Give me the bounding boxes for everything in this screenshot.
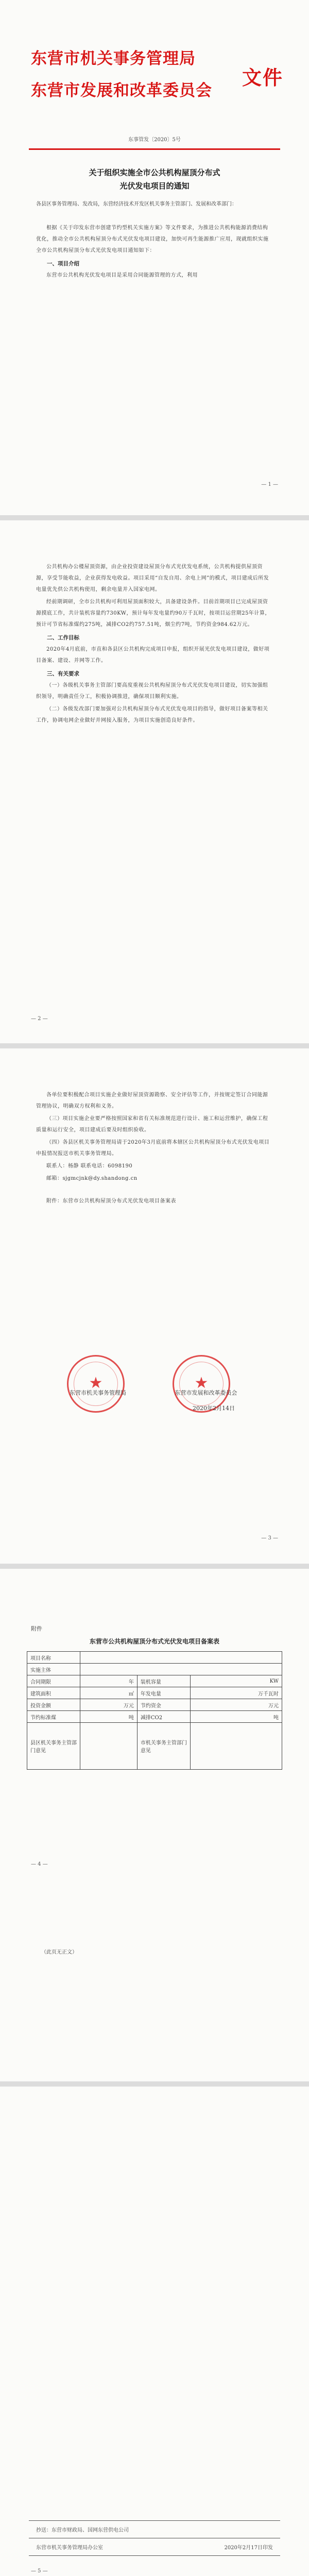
page-number: — 3 — [261,1535,278,1541]
document-page-1 [0,0,309,515]
requirement-1: （一）各级机关事务主管部门要高度重视公共机构屋顶分布式光伏发电项目建设，切实加强组织领导，明确责任分工，积极协调推进，确保项目顺利实施。 [36,683,268,700]
table-cell: 市机关事务主管部门意见 [137,1723,190,1770]
paragraph: 各单位要积极配合项目实施企业做好屋顶资源勘察、安全评估等工作，并按规定签订合同能源管理协议，明确双方权利和义务。 [36,1092,268,1109]
signer-1: 东营市机关事务管理局 [70,1389,126,1396]
page-number: — 1 — [261,482,278,487]
page1-body [36,223,273,282]
paragraph: 2020年4月底前，市直和各县区公共机构完成项目申报，组织开展光伏发电项目建设，做好项目备案、建设、并网等工作。 [36,647,270,664]
table-cell [80,1652,282,1664]
issue-info [36,2543,273,2551]
table-cell: 万元 [80,1699,138,1711]
contact-line: 联系人：杨静 联系电话：6098190 [46,1163,133,1169]
page-number: — 4 — [31,1861,48,1867]
table-cell: 节约资金 [137,1699,190,1711]
section-heading-1: 一、项目介绍 [47,261,79,267]
signer-2: 东营市发展和改革委员会 [175,1389,237,1396]
table-cell: 吨 [80,1711,138,1723]
table-cell: 年 [80,1675,138,1687]
table-cell: 合同期限 [27,1675,80,1687]
blank-page-note: （此页无正文） [41,1950,77,1955]
table-cell [80,1664,282,1675]
red-divider-line [29,148,280,150]
section-heading-3: 三、有关要求 [47,671,79,677]
issuer-agency-1: 东营市机关事务管理局 [31,49,196,68]
table-cell: 实施主体 [27,1664,80,1675]
page3-body [36,1090,273,1208]
table-row [27,1699,282,1711]
email-line: 邮箱：sjgmcjnk@dy.shandong.cn [46,1176,138,1181]
cc-line: 抄送：东营市财政局、国网东营供电公司 [36,2528,129,2533]
table-cell: 吨 [190,1711,282,1723]
registration-table [27,1651,282,1770]
table-cell: 县区机关事务主管部门意见 [27,1723,80,1770]
page-number: — 2 — [31,1016,48,1022]
table-cell: 建筑面积 [27,1687,80,1699]
table-row [27,1675,282,1687]
table-cell: 项目名称 [27,1652,80,1664]
title-line-2: 光伏发电项目的通知 [119,181,190,191]
official-seal-1 [67,1355,125,1413]
document-title [0,166,309,193]
requirement-2: （二）各级发改部门要加强对公共机构屋顶分布式光伏发电项目的指导，做好项目备案等相关工作，协调电网企业做好并网接入服务，为项目实施创造良好条件。 [36,706,268,723]
recipients: 各县区事务管理局、发改局，东营经济技术开发区机关事务主管部门、发展和改革部门： [36,201,237,207]
page2-body [36,562,273,727]
table-row [27,1711,282,1723]
page-number: — 5 — [31,2568,48,2574]
document-page-2 [0,520,309,1043]
document-number: 东事管发〔2020〕5号 [128,137,181,143]
table-title: 东营市公共机构屋顶分布式光伏发电项目备案表 [89,1638,219,1645]
title-line-1: 关于组织实施全市公共机构屋顶分布式 [89,168,220,177]
signing-date: 2020年2月14日 [193,1405,235,1412]
section-heading-2: 二、工作目标 [47,635,79,641]
table-row [27,1723,282,1770]
document-suffix: 文件 [242,66,284,89]
table-cell: KW [190,1675,282,1687]
document-page-5 [0,2087,309,2576]
intro-paragraph: 根据《关于印发东营市创建节约型机关实施方案》等文件要求，为推进公共机构能源消费结构优化，推动全市公共机构屋顶分布式光伏发电项目建设，加快可再生能源推广应用，现就组织实施全市公共机构屋顶分布式光伏发电项目通知如下： [36,225,269,253]
table-cell: 万元 [190,1699,282,1711]
paragraph: （三）项目实施企业要严格按照国家和省有关标准规范进行设计、施工和运营维护，确保工程质量和运行安全，项目建成后要及时组织验收。 [36,1116,268,1133]
table-row [27,1652,282,1664]
table-cell: ㎡ [80,1687,138,1699]
table-cell [190,1723,282,1770]
table-cell [80,1723,138,1770]
document-page-4 [0,1569,309,2081]
footer-rule-top [29,2520,280,2521]
section1-body: 东营市公共机构光伏发电项目是采用合同能源管理的方式，利用 [46,273,198,278]
attachment-line: 附件：东营市公共机构屋顶分布式光伏发电项目备案表 [46,1198,176,1204]
footer-rule-bottom [29,2555,280,2556]
table-cell: 投资金额 [27,1699,80,1711]
attachment-label: 附件 [31,1625,42,1632]
paragraph: （四）各县区机关事务管理局请于2020年3月底前将本辖区公共机构屋顶分布式光伏发电项目申报情况报送市机关事务管理局。 [36,1140,270,1157]
table-row [27,1664,282,1675]
table-cell: 万千瓦时 [190,1687,282,1699]
issue-date: 2020年2月17日印发 [224,2545,273,2551]
table-cell: 减排CO2 [137,1711,190,1723]
table-row [27,1687,282,1699]
table-cell: 年发电量 [137,1687,190,1699]
paragraph: 经前期调研，全市公共机构可利用屋顶面积较大，具备建设条件。目前首期项目已完成屋顶资源摸底工作，共计装机容量约730KW，预计每年发电量约90万千瓦时，按项目运营期25年计算，预计可节省标准煤约275吨，减排CO2约757.51吨，烟尘约7吨，节约资金984.62万元。 [36,599,270,628]
issuing-office: 东营市机关事务管理局办公室 [36,2545,103,2551]
paragraph: 公共机构办公楼屋顶资源，由企业投资建设屋顶分布式光伏发电系统，公共机构提供屋顶资源，享受节能收益，企业获得发电收益。项目采用“自发自用、余电上网”的模式，项目建成后所发电量优先供公共机构使用，剩余电量并入国家电网。 [36,564,269,592]
document-page-3 [0,1048,309,1564]
table-cell: 装机容量 [137,1675,190,1687]
table-cell: 节约标准煤 [27,1711,80,1723]
issuer-agency-2: 东营市发展和改革委员会 [31,81,212,100]
